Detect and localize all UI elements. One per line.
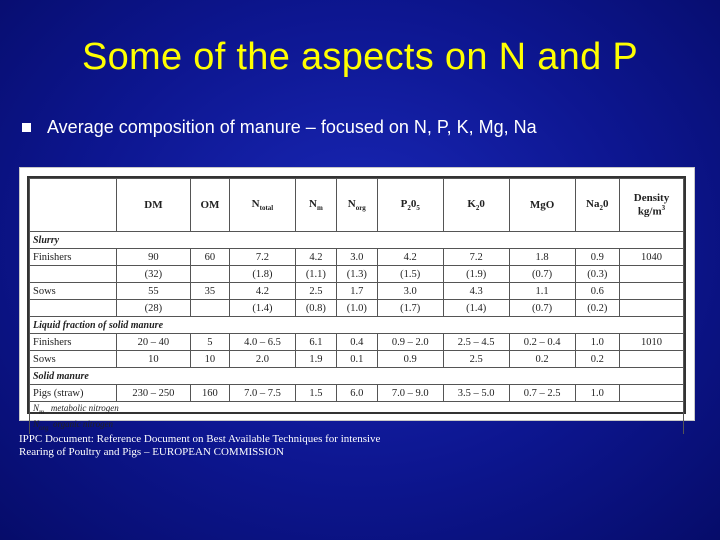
bullet-item [22, 117, 537, 138]
table-cell: (0.7) [509, 266, 575, 283]
table-cell: 1.0 [575, 334, 619, 351]
table-cell: 0.2 [509, 351, 575, 368]
table-cell: 1.5 [295, 385, 336, 402]
header-p2o5: $P_20_5$ [377, 179, 443, 232]
table-cell: 60 [190, 249, 229, 266]
table-cell: 1010 [619, 334, 683, 351]
manure-table-border [27, 176, 686, 432]
bullet-text: Average composition of manure – focused on N, P, K, Mg, Na [47, 117, 537, 137]
table-row [30, 266, 684, 283]
table-cell: 0.1 [336, 351, 377, 368]
table-cell [619, 283, 683, 300]
table-cell [190, 266, 229, 283]
table-cell: 4.2 [295, 249, 336, 266]
table-cell: (32) [117, 266, 191, 283]
table-row [30, 385, 684, 402]
table-cell: 1.1 [509, 283, 575, 300]
table-cell: 4.2 [229, 283, 295, 300]
table-cell: 7.2 [443, 249, 509, 266]
manure-composition-table [29, 178, 684, 434]
table-cell: 10 [117, 351, 191, 368]
table-header-row [30, 179, 684, 232]
table-cell: (1.7) [377, 300, 443, 317]
note-norg: $N_{org}$ organic nitrogen [33, 418, 114, 432]
table-cell: 7.0 – 9.0 [377, 385, 443, 402]
table-row [30, 249, 684, 266]
source-line-1: IPPC Document: Reference Document on Best Available Techniques for intensive [19, 433, 381, 445]
row-label [30, 300, 117, 317]
manure-table-image [19, 167, 695, 432]
table-cell: 90 [117, 249, 191, 266]
square-bullet-icon [22, 123, 31, 132]
table-cell: 160 [190, 385, 229, 402]
table-cell: 20 – 40 [117, 334, 191, 351]
table-cell [619, 266, 683, 283]
table-cell: (1.1) [295, 266, 336, 283]
table-cell: (1.4) [229, 300, 295, 317]
header-norg: $N_{org}$ [336, 179, 377, 232]
table-cell: 2.5 – 4.5 [443, 334, 509, 351]
table-cell: 7.2 [229, 249, 295, 266]
table-cell: 1.9 [295, 351, 336, 368]
table-cell: 35 [190, 283, 229, 300]
table-cell: 10 [190, 351, 229, 368]
table-cell: 0.4 [336, 334, 377, 351]
table-cell: 1.0 [575, 385, 619, 402]
header-mgo: MgO [509, 179, 575, 232]
slide-title: Some of the aspects on N and P [81, 36, 639, 78]
section-label: Liquid fraction of solid manure [30, 317, 684, 334]
table-cell: (1.8) [229, 266, 295, 283]
table-row [30, 334, 684, 351]
table-cell: 7.0 – 7.5 [229, 385, 295, 402]
table-cell [619, 351, 683, 368]
header-k2o: $K_20$ [443, 179, 509, 232]
table-notes [30, 402, 684, 434]
table-cell: 0.6 [575, 283, 619, 300]
table-cell: (28) [117, 300, 191, 317]
source-line-2: Rearing of Poultry and Pigs – EUROPEAN COMMISSION [19, 446, 284, 458]
row-label: Sows [30, 351, 117, 368]
row-label: Pigs (straw) [30, 385, 117, 402]
table-row [30, 300, 684, 317]
header-om: OM [190, 179, 229, 232]
table-body [30, 232, 684, 434]
table-cell: 230 – 250 [117, 385, 191, 402]
table-cell: (1.4) [443, 300, 509, 317]
table-cell [190, 300, 229, 317]
table-cell: 4.3 [443, 283, 509, 300]
table-cell: (0.2) [575, 300, 619, 317]
row-label [30, 266, 117, 283]
table-cell: (0.3) [575, 266, 619, 283]
table-cell [619, 300, 683, 317]
table-cell: 1.8 [509, 249, 575, 266]
table-cell: (1.9) [443, 266, 509, 283]
table-cell: 4.0 – 6.5 [229, 334, 295, 351]
table-cell: 2.5 [443, 351, 509, 368]
table-row [30, 351, 684, 368]
table-section-row [30, 368, 684, 385]
table-cell: (0.8) [295, 300, 336, 317]
table-cell: 2.5 [295, 283, 336, 300]
note-nm: $N_m$ metabolic nitrogen [33, 403, 119, 416]
table-cell: 3.0 [336, 249, 377, 266]
table-section-row [30, 232, 684, 249]
source-citation [19, 433, 380, 459]
header-dm: DM [117, 179, 191, 232]
table-cell: 2.0 [229, 351, 295, 368]
table-notes-row [30, 402, 684, 434]
header-density: Density $kg/m^3$ [619, 179, 683, 232]
table-cell: (0.7) [509, 300, 575, 317]
header-empty [30, 179, 117, 232]
table-cell: 3.0 [377, 283, 443, 300]
section-label: Solid manure [30, 368, 684, 385]
table-cell: 0.9 [377, 351, 443, 368]
table-cell: 3.5 – 5.0 [443, 385, 509, 402]
table-cell: 1.7 [336, 283, 377, 300]
header-na2o: $Na_20$ [575, 179, 619, 232]
table-cell: (1.0) [336, 300, 377, 317]
table-cell: (1.3) [336, 266, 377, 283]
table-cell [619, 385, 683, 402]
table-cell: (1.5) [377, 266, 443, 283]
table-cell: 4.2 [377, 249, 443, 266]
header-nm: $N_m$ [295, 179, 336, 232]
row-label: Sows [30, 283, 117, 300]
row-label: Finishers [30, 249, 117, 266]
table-cell: 55 [117, 283, 191, 300]
table-cell: 0.9 [575, 249, 619, 266]
table-cell: 6.0 [336, 385, 377, 402]
table-cell: 5 [190, 334, 229, 351]
table-section-row [30, 317, 684, 334]
table-cell: 6.1 [295, 334, 336, 351]
table-cell: 0.7 – 2.5 [509, 385, 575, 402]
table-cell: 0.2 [575, 351, 619, 368]
table-cell: 0.2 – 0.4 [509, 334, 575, 351]
table-row [30, 283, 684, 300]
header-ntotal: $N_{total}$ [229, 179, 295, 232]
row-label: Finishers [30, 334, 117, 351]
section-label: Slurry [30, 232, 684, 249]
table-cell: 0.9 – 2.0 [377, 334, 443, 351]
table-cell: 1040 [619, 249, 683, 266]
